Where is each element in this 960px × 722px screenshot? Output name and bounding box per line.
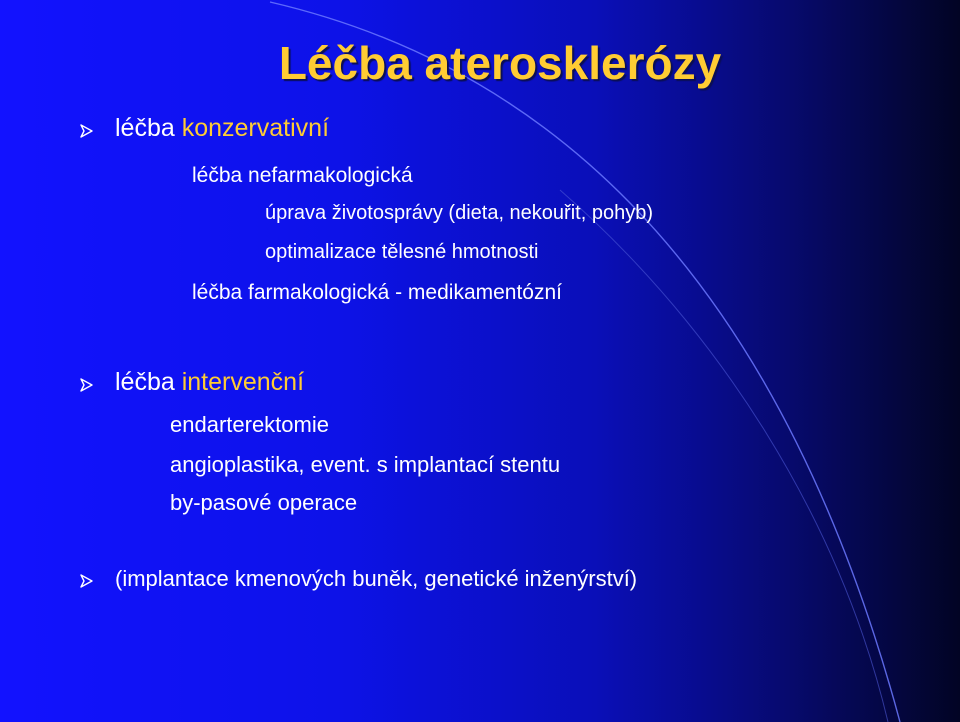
arrowhead-bullet-icon xyxy=(78,123,94,139)
slide-title: Léčba aterosklerózy xyxy=(278,37,722,89)
section-accent-word: konzervativní xyxy=(181,114,330,142)
subitem-endarterektomie: endarterektomie xyxy=(170,412,329,437)
section-konzervativni-heading xyxy=(115,114,329,143)
subitem-uprava-zivotospravy: úprava životosprávy (dieta, nekouřit, pohyb) xyxy=(265,202,653,224)
section-accent-word: intervenční xyxy=(181,368,305,396)
subitem-angioplastika: angioplastika, event. s implantací stentu xyxy=(170,452,561,477)
section-lead-word: léčba xyxy=(115,368,175,396)
subitem-farmakologicka: léčba farmakologická - medikamentózní xyxy=(192,281,563,304)
subitem-nefarmakologicka: léčba nefarmakologická xyxy=(192,164,413,187)
section-intervencni-heading xyxy=(115,368,304,397)
arrowhead-bullet-icon xyxy=(78,377,94,393)
subitem-bypasove-operace: by-pasové operace xyxy=(170,490,358,515)
arrowhead-bullet-icon xyxy=(78,573,94,589)
section-lead-word: léčba xyxy=(115,114,175,142)
decorative-curve-lower xyxy=(560,190,888,722)
section-implantace-text: (implantace kmenových buněk, genetické inženýrství) xyxy=(115,566,638,591)
subitem-optimalizace-hmotnosti: optimalizace tělesné hmotnosti xyxy=(265,241,539,263)
decorative-curve-upper xyxy=(270,2,900,722)
